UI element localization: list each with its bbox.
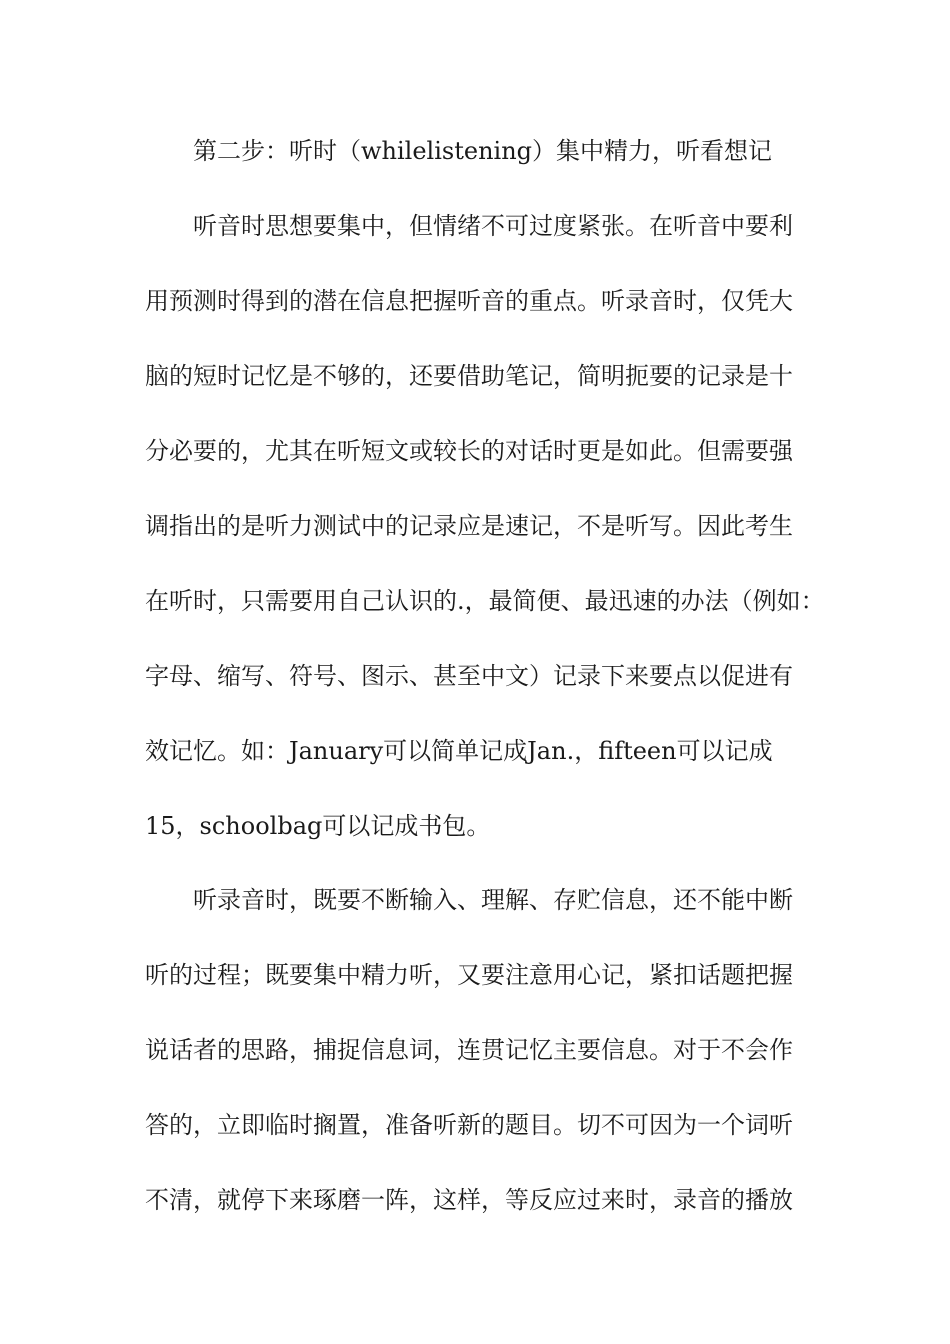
paragraph-1-line-1: 听音时思想要集中，但情绪不可过度紧张。在听音中要利: [193, 212, 793, 240]
paragraph-1-line-9: 15，schoolbag可以记成书包。: [145, 812, 491, 840]
section-heading: 第二步：听时（whilelistening）集中精力，听看想记: [193, 137, 773, 165]
paragraph-1-line-4: 分必要的，尤其在听短文或较长的对话时更是如此。但需要强: [145, 437, 793, 465]
paragraph-2-line-1: 听录音时，既要不断输入、理解、存贮信息，还不能中断: [193, 886, 793, 914]
paragraph-1-line-2: 用预测时得到的潜在信息把握听音的重点。听录音时，仅凭大: [145, 287, 793, 315]
paragraph-1-line-3: 脑的短时记忆是不够的，还要借助笔记，简明扼要的记录是十: [145, 362, 793, 390]
paragraph-1-line-8: 效记忆。如：January可以简单记成Jan.，fifteen可以记成: [145, 737, 773, 765]
paragraph-2-line-2: 听的过程；既要集中精力听，又要注意用心记，紧扣话题把握: [145, 961, 793, 989]
paragraph-1-line-5: 调指出的是听力测试中的记录应是速记，不是听写。因此考生: [145, 512, 793, 540]
paragraph-2-line-5: 不清，就停下来琢磨一阵，这样，等反应过来时，录音的播放: [145, 1186, 793, 1214]
paragraph-2-line-4: 答的，立即临时搁置，准备听新的题目。切不可因为一个词听: [145, 1111, 793, 1139]
paragraph-2-line-3: 说话者的思路，捕捉信息词，连贯记忆主要信息。对于不会作: [145, 1036, 793, 1064]
paragraph-1-line-7: 字母、缩写、符号、图示、甚至中文）记录下来要点以促进有: [145, 662, 793, 690]
paragraph-1-line-6: 在听时，只需要用自己认识的.，最简便、最迅速的办法（例如：: [145, 587, 825, 615]
